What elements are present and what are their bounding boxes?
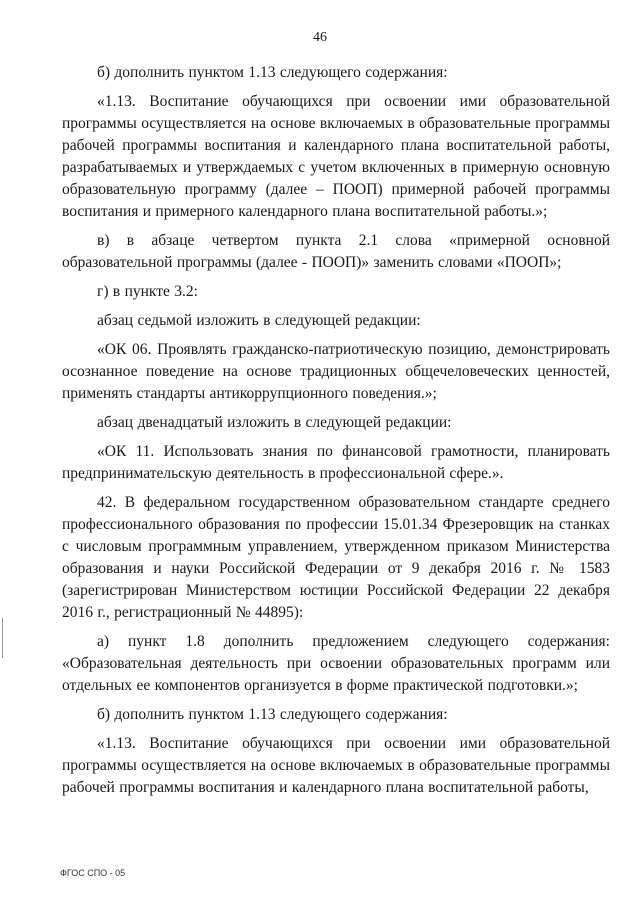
paragraph: «ОК 06. Проявлять гражданско-патриотическую позицию, демонстрировать осознанное поведение на основе традиционных общечеловеческих ценностей, применять стандарты антикоррупционного поведения.»; bbox=[62, 341, 610, 402]
document-body bbox=[62, 62, 610, 806]
paragraph: в) в абзаце четвертом пункта 2.1 слова «примерной основной образовательной программы (далее - ПООП)» заменить словами «ПООП»; bbox=[62, 232, 610, 271]
paragraph: г) в пункте 3.2: bbox=[97, 283, 198, 300]
paragraph: 42. В федеральном государственном образовательном стандарте среднего профессионального образования по профессии 15.01.34 Фрезеровщик на станках с числовым программным управлением, утвержденном приказом Министерства образования и науки Российской Федерации от 9 декабря 2016 г. № 1583 (зарегистрирован Министерством юстиции Российской Федерации 22 декабря 2016 г., регистрационный № 44895): bbox=[62, 494, 610, 621]
paragraph: «1.13. Воспитание обучающихся при освоении ими образовательной программы осуществляется на основе включаемых в образовательные программы рабочей программы воспитания и календарного плана воспитательной работы, bbox=[62, 735, 610, 796]
paragraph: б) дополнить пунктом 1.13 следующего содержания: bbox=[97, 64, 448, 81]
footer-code: ФГОС СПО - 05 bbox=[60, 868, 126, 878]
paragraph: а) пункт 1.8 дополнить предложением следующего содержания: «Образовательная деятельность при освоении образовательных программ или отдельных ее компонентов организуется в форме практической подготовки.»; bbox=[62, 633, 610, 694]
scan-margin-mark bbox=[2, 618, 3, 658]
paragraph: б) дополнить пунктом 1.13 следующего содержания: bbox=[97, 706, 448, 723]
page-number: 46 bbox=[313, 30, 327, 45]
paragraph: «ОК 11. Использовать знания по финансовой грамотности, планировать предпринимательскую деятельность в профессиональной сфере.». bbox=[62, 443, 610, 482]
paragraph: «1.13. Воспитание обучающихся при освоении ими образовательной программы осуществляется на основе включаемых в образовательные программы рабочей программы воспитания и календарного плана воспитательной работы, разрабатываемых и утверждаемых с учетом включенных в примерную основную образовательную программу (далее – ПООП) примерной рабочей программы воспитания и примерного календарного плана воспитательной работы.»; bbox=[62, 93, 610, 220]
paragraph: абзац двенадцатый изложить в следующей редакции: bbox=[97, 414, 452, 431]
paragraph: абзац седьмой изложить в следующей редакции: bbox=[97, 312, 421, 329]
